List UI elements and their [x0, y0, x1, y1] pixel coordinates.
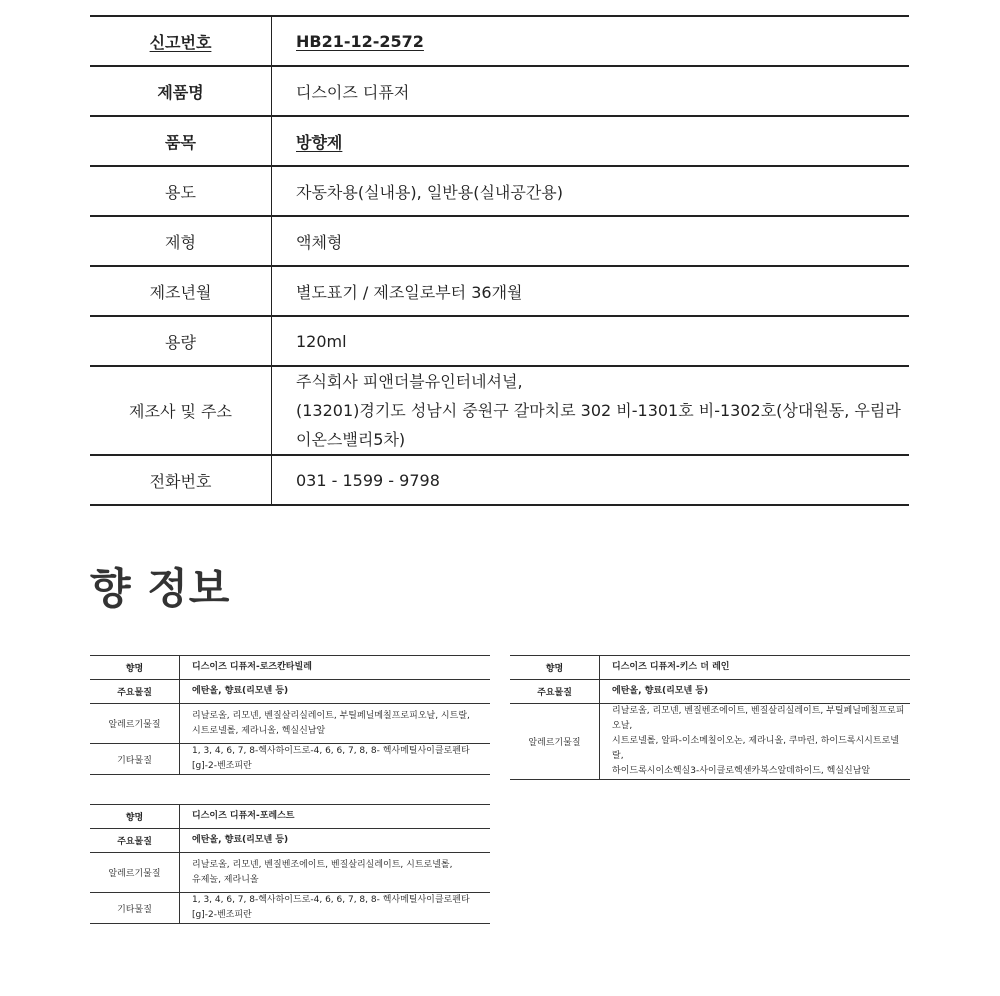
- allergen-line: 하이드록시이소헥실3-사이클로헥센카복스알데하이드, 헥실신남알: [612, 766, 871, 776]
- scent-value: 디스이즈 디퓨저-로즈칸타빌레: [180, 656, 491, 680]
- scent-label: 알레르기물질: [510, 704, 600, 780]
- info-label: 용도: [90, 166, 272, 216]
- scent-row-other: [90, 893, 490, 924]
- scent-value: 1, 3, 4, 6, 7, 8-헥사하이드로-4, 6, 6, 7, 8, 8- 헥사메틸사이클로펜타 [g]-2-벤조피란: [180, 893, 491, 924]
- scent-value: 디스이즈 디퓨저-포레스트: [180, 805, 491, 829]
- scent-row-name: [90, 805, 490, 829]
- info-row-capacity: [90, 316, 909, 366]
- info-row-product-name: [90, 66, 909, 116]
- info-label: 제조사 및 주소: [90, 366, 272, 455]
- scent-row-main: [510, 680, 910, 704]
- info-value: 별도표기 / 제조일로부터 36개월: [272, 266, 910, 316]
- allergen-line: 유제놀, 제라니올: [192, 874, 259, 885]
- info-label: 신고번호: [90, 16, 272, 66]
- scent-value: 에탄올, 향료(리모넨 등): [180, 680, 491, 704]
- info-value: 자동차용(실내용), 일반용(실내공간용): [272, 166, 910, 216]
- info-label: 전화번호: [90, 455, 272, 505]
- info-value: 120ml: [272, 316, 910, 366]
- info-label: 품목: [90, 116, 272, 166]
- scent-row-name: [510, 656, 910, 680]
- info-value: 031 - 1599 - 9798: [272, 455, 910, 505]
- allergen-line: 리날로올, 리모넨, 벤질살리실레이트, 부틸페닐메칠프로피오날, 시트랄,: [192, 710, 470, 721]
- info-row-form: [90, 216, 909, 266]
- scent-label: 향명: [90, 656, 180, 680]
- scent-row-main: [90, 829, 490, 853]
- scent-label: 주요물질: [90, 680, 180, 704]
- scent-value: [600, 704, 911, 780]
- info-value: 방향제: [272, 116, 910, 166]
- allergen-line: 시트로넬롤, 알파-이소메칠이오논, 제라니올, 쿠마린, 하이드록시시트로넬랄,: [612, 736, 899, 761]
- scent-row-allergen: [90, 853, 490, 893]
- scent-row-allergen: [510, 704, 910, 780]
- scent-value: [180, 853, 491, 893]
- scent-section-heading: 향 정보: [90, 564, 231, 613]
- info-value: [272, 366, 910, 455]
- scent-label: 기타물질: [90, 893, 180, 924]
- info-row-manufacturer: [90, 366, 909, 455]
- info-row-usage: [90, 166, 909, 216]
- info-value: 액체형: [272, 216, 910, 266]
- info-label: 제형: [90, 216, 272, 266]
- scent-label: 주요물질: [90, 829, 180, 853]
- info-row-manufacture-date: [90, 266, 909, 316]
- scent-label: 알레르기물질: [90, 704, 180, 744]
- scent-row-main: [90, 680, 490, 704]
- info-label: 제조년월: [90, 266, 272, 316]
- scent-row-allergen: [90, 704, 490, 744]
- scent-table-rose: [90, 655, 490, 775]
- scent-table-forest: [90, 804, 490, 924]
- scent-label: 주요물질: [510, 680, 600, 704]
- allergen-line: 리날로올, 리모넨, 벤질벤조에이트, 벤질살리실레이트, 시트로넬롤,: [192, 859, 453, 870]
- info-label: 제품명: [90, 66, 272, 116]
- scent-table-kiss-the-rain: [510, 655, 910, 780]
- scent-row-name: [90, 656, 490, 680]
- scent-value: [180, 704, 491, 744]
- manufacturer-address: (13201)경기도 성남시 중원구 갈마치로 302 비-1301호 비-1302호(상대원동, 우림라이온스밸리5차): [296, 401, 901, 449]
- product-info-table: [90, 15, 909, 506]
- scent-value: 에탄올, 향료(리모넨 등): [180, 829, 491, 853]
- info-row-item: [90, 116, 909, 166]
- info-value: 디스이즈 디퓨저: [272, 66, 910, 116]
- scent-label: 향명: [90, 805, 180, 829]
- scent-value: 에탄올, 향료(리모넨 등): [600, 680, 911, 704]
- info-value: HB21-12-2572: [272, 16, 910, 66]
- info-row-phone: [90, 455, 909, 505]
- manufacturer-name: 주식회사 피앤더블유인터네셔널,: [296, 372, 523, 391]
- scent-label: 기타물질: [90, 744, 180, 775]
- info-row-report-number: [90, 16, 909, 66]
- scent-value: 1, 3, 4, 6, 7, 8-헥사하이드로-4, 6, 6, 7, 8, 8- 헥사메틸사이클로펜타 [g]-2-벤조피란: [180, 744, 491, 775]
- scent-label: 알레르기물질: [90, 853, 180, 893]
- allergen-line: 리날로올, 리모넨, 벤질벤조에이트, 벤질살리실레이트, 부틸페닐메칠프로피오날,: [612, 706, 905, 731]
- info-label: 용량: [90, 316, 272, 366]
- allergen-line: 시트로넬롤, 제라니올, 헥실신남알: [192, 725, 326, 736]
- scent-label: 향명: [510, 656, 600, 680]
- scent-row-other: [90, 744, 490, 775]
- scent-value: 디스이즈 디퓨저-키스 더 레인: [600, 656, 911, 680]
